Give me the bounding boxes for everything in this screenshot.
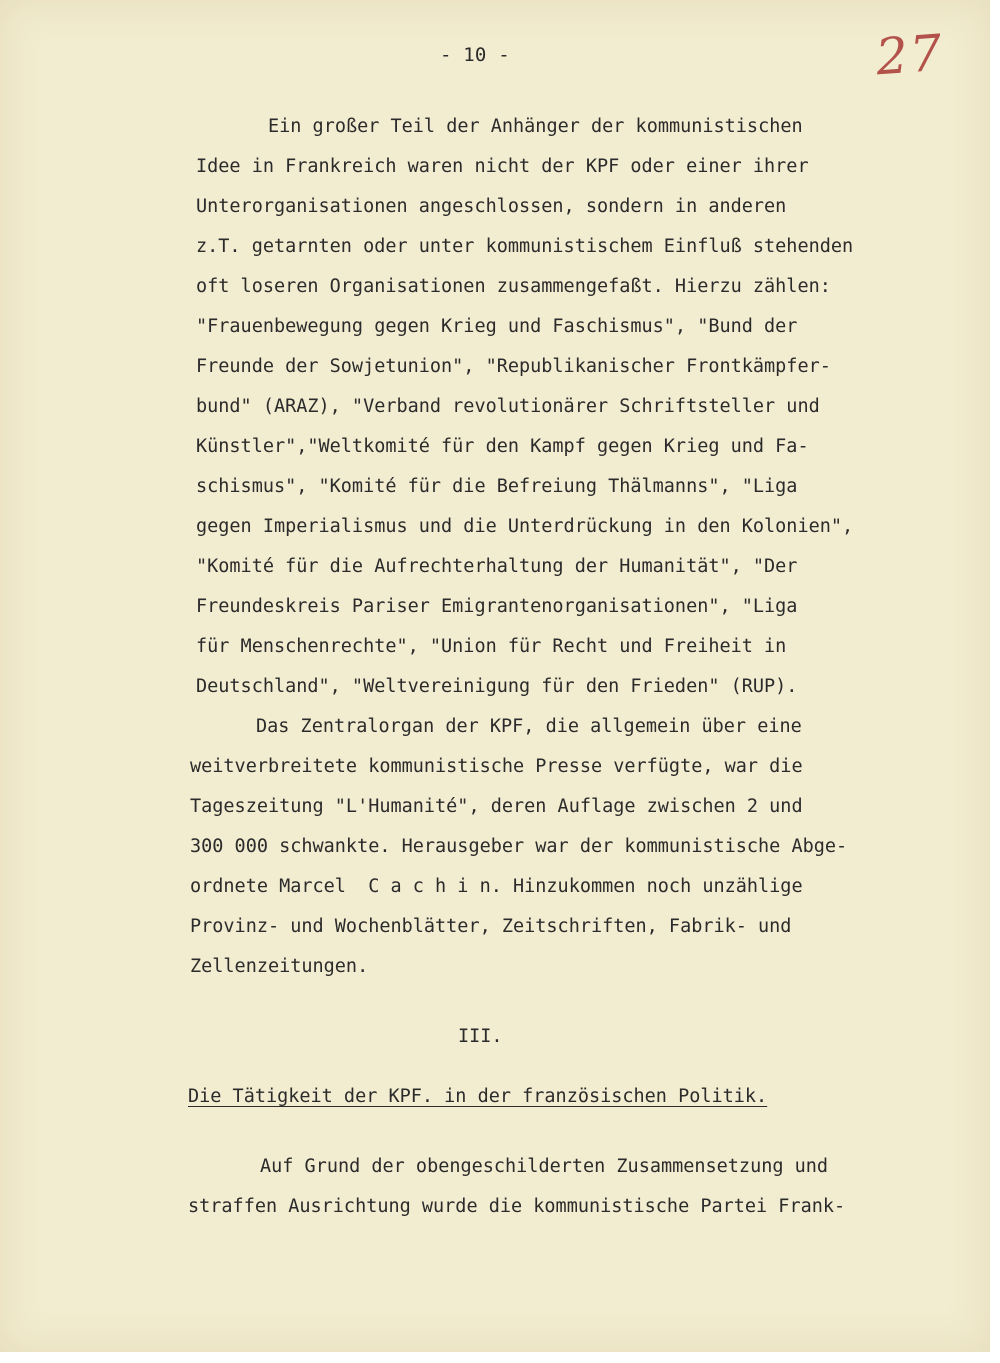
- text-line: Freundeskreis Pariser Emigrantenorganisationen", "Liga: [196, 596, 798, 617]
- handwritten-folio-number: 27: [874, 23, 946, 87]
- section-numeral: III.: [458, 1026, 503, 1047]
- text-line: bund" (ARAZ), "Verband revolutionärer Schriftsteller und: [196, 396, 820, 417]
- text-line: für Menschenrechte", "Union für Recht und Freiheit in: [196, 636, 787, 657]
- text-line: Zellenzeitungen.: [190, 956, 369, 977]
- text-line: Das Zentralorgan der KPF, die allgemein über eine: [256, 716, 802, 737]
- text-line: weitverbreitete kommunistische Presse verfügte, war die: [190, 756, 803, 777]
- text-line: 300 000 schwankte. Herausgeber war der kommunistische Abge-: [190, 836, 848, 857]
- text-line: Deutschland", "Weltvereinigung für den Frieden" (RUP).: [196, 676, 798, 697]
- text-line: ordnete Marcel C a c h i n. Hinzukommen noch unzählige: [190, 876, 803, 897]
- text-line: "Komité für die Aufrechterhaltung der Humanität", "Der: [196, 556, 798, 577]
- text-line: z.T. getarnten oder unter kommunistischem Einfluß stehenden: [196, 236, 854, 257]
- text-line: Ein großer Teil der Anhänger der kommunistischen: [268, 116, 803, 137]
- text-line: Freunde der Sowjetunion", "Republikanischer Frontkämpfer-: [196, 356, 831, 377]
- text-line: schismus", "Komité für die Befreiung Thälmanns", "Liga: [196, 476, 798, 497]
- text-line: Unterorganisationen angeschlossen, sondern in anderen: [196, 196, 787, 217]
- text-line: "Frauenbewegung gegen Krieg und Faschismus", "Bund der: [196, 316, 798, 337]
- text-line: gegen Imperialismus und die Unterdrückung in den Kolonien",: [196, 516, 854, 537]
- text-line: Provinz- und Wochenblätter, Zeitschriften, Fabrik- und: [190, 916, 792, 937]
- section-heading: Die Tätigkeit der KPF. in der französischen Politik.: [188, 1086, 768, 1107]
- text-line: Tageszeitung "L'Humanité", deren Auflage zwischen 2 und: [190, 796, 803, 817]
- page-number: - 10 -: [440, 44, 510, 66]
- text-line: straffen Ausrichtung wurde die kommunistische Partei Frank-: [188, 1196, 846, 1217]
- text-line: Auf Grund der obengeschilderten Zusammensetzung und: [260, 1156, 829, 1177]
- text-line: Künstler","Weltkomité für den Kampf gegen Krieg und Fa-: [196, 436, 809, 457]
- text-line: Idee in Frankreich waren nicht der KPF oder einer ihrer: [196, 156, 809, 177]
- text-line: oft loseren Organisationen zusammengefaßt. Hierzu zählen:: [196, 276, 831, 297]
